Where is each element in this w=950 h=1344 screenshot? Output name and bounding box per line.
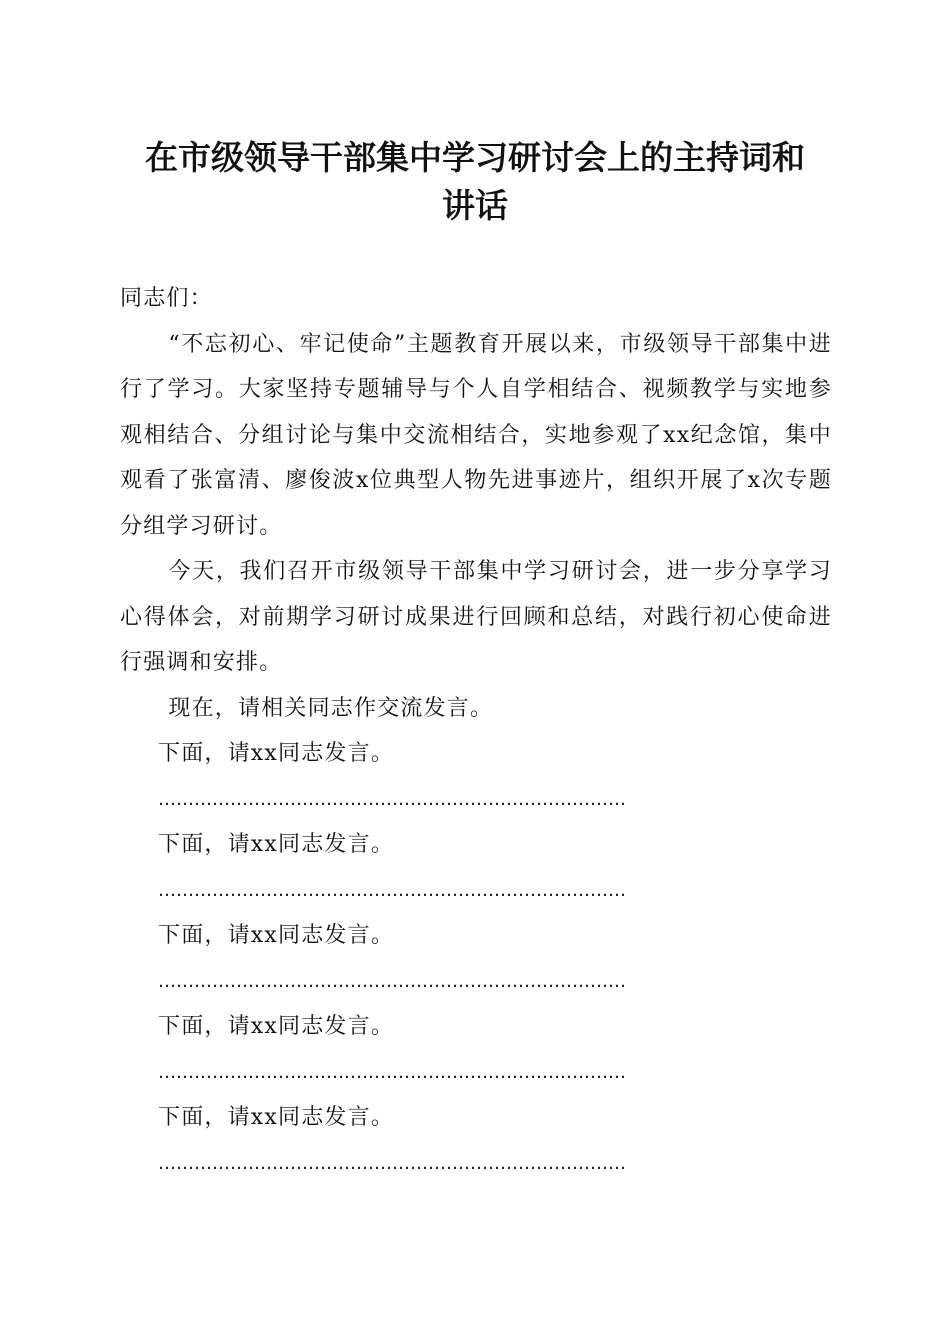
speaker-line: 下面，请xx同志发言。 <box>158 741 395 766</box>
ellipsis-line: …………………………………………………………………… <box>158 1061 626 1083</box>
ellipsis-line: …………………………………………………………………… <box>158 879 626 901</box>
paragraph-3: 现在，请相关同志作交流发言。 <box>168 695 494 721</box>
speaker-line: 下面，请xx同志发言。 <box>158 832 395 857</box>
ellipsis-line: …………………………………………………………………… <box>158 788 626 810</box>
title-line-2: 讲话 <box>442 186 508 225</box>
speaker-line: 下面，请xx同志发言。 <box>158 1105 395 1130</box>
ellipsis-line: …………………………………………………………………… <box>158 1152 626 1174</box>
document-title <box>110 134 840 230</box>
speaker-line: 下面，请xx同志发言。 <box>158 923 395 948</box>
paragraph-1: “不忘初心、牢记使命”主题教育开展以来，市级领导干部集中进行了学习。大家坚持专题辅导与个人自学相结合、视频教学与实地参观相结合、分组讨论与集中交流相结合，实地参观了xx纪念馆，集中观看了张富清、廖俊波x位典型人物先进事迹片，组织开展了x次专题分组学习研讨。 <box>120 331 832 539</box>
salutation: 同志们： <box>120 286 213 311</box>
ellipsis-line: …………………………………………………………………… <box>158 970 626 992</box>
paragraph-2: 今天，我们召开市级领导干部集中学习研讨会，进一步分享学习心得体会，对前期学习研讨成果进行回顾和总结，对践行初心使命进行强调和安排。 <box>120 559 832 675</box>
title-line-1: 在市级领导干部集中学习研讨会上的主持词和 <box>145 138 805 177</box>
document-body <box>120 276 832 1186</box>
speaker-line: 下面，请xx同志发言。 <box>158 1014 395 1039</box>
